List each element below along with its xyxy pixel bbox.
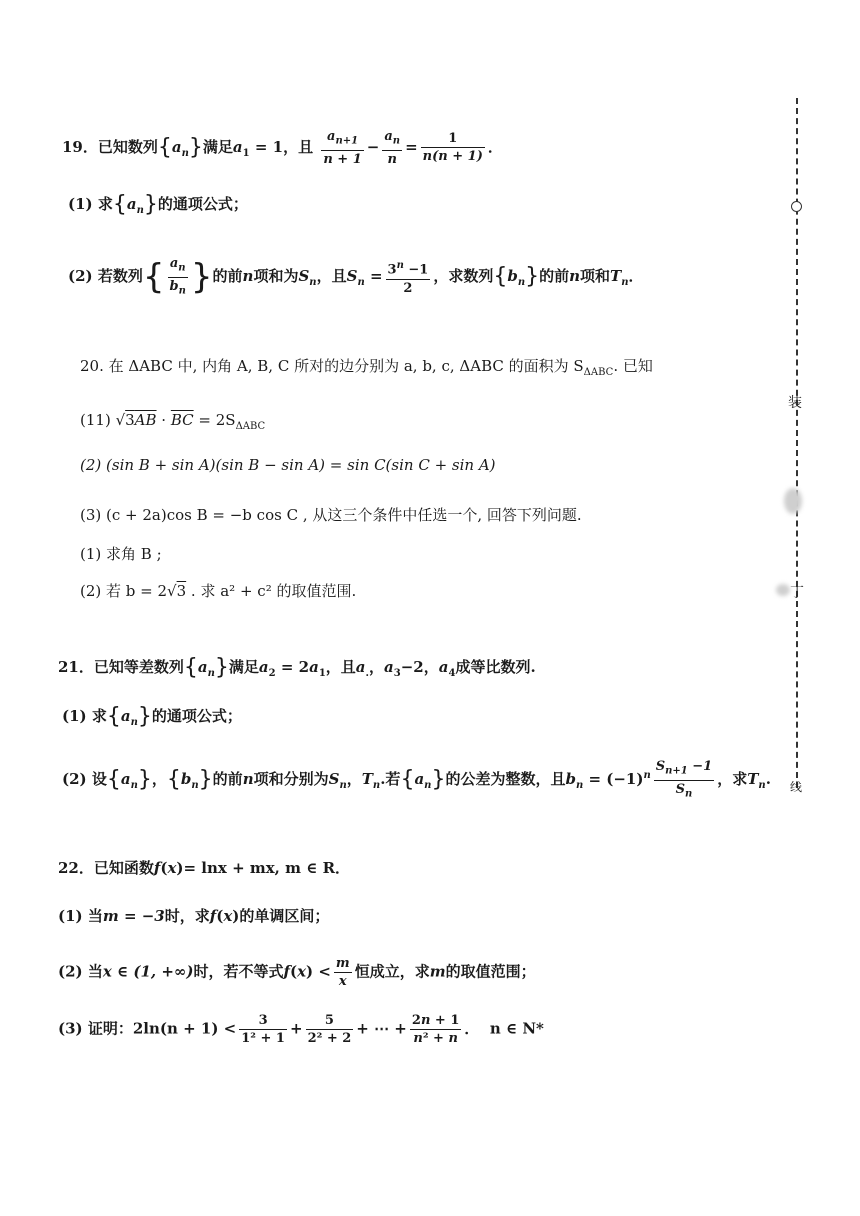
- q20-stem: 20. 在 ΔABC 中, 内角 A, B, C 所对的边分别为 a, b, c, ΔABC 的面积为 $S_{\Delta ABC}$. 已知: [80, 357, 653, 378]
- binding-char-zhuang: 装: [788, 395, 802, 411]
- q21-number: 21．: [58, 658, 94, 676]
- q19-part2: (2) 若数列{ $\frac{a_n}{b_n}$ }的前n项和为$S_n$，且$S_n$ = $\frac{3^n -1}{2}$ ，求数列$\{b_n\}$的前n项和$T_n$．: [68, 256, 644, 298]
- q20-condition-2: (2) (sin B + sin A)(sin B − sin A) = sin C(sin C + sin A): [80, 456, 496, 474]
- q21-stem: 21．已知等差数列$\{a_n\}$满足$a_2 = 2a_1$，且$a_.$，$a_3-2$，$a_4$成等比数列.: [58, 655, 536, 680]
- q21-part1: (1) 求$\{a_n\}$的通项公式；: [62, 704, 242, 729]
- q22-part3: (3) 证明：2ln(n + 1) < $\frac{3}{\text{1² + 1}}$ + $\frac{5}{\text{2² + 2}}$ + ⋯ + $\frac{2n + 1}{\text{n² + n}}$ ． n ∈ N*: [58, 1013, 544, 1046]
- q22-part1: (1) 当m = −3时，求f(x)的单调区间；: [58, 907, 330, 925]
- scan-smudge: [784, 488, 802, 514]
- q22-stem: 22．已知函数f(x)= lnx + mx, m ∈ R．: [58, 859, 351, 877]
- q19-number: 19．: [62, 137, 98, 156]
- q21-part2: (2) 设$\{a_n\}$，$\{b_n\}$的前n项和分别为$S_n$，$T_n$.若$\{a_n\}$的公差为整数，且$b_n = (-1)^n$ $\frac{S_{n+1} -1}{S_n}$ ，求$T_n$.: [62, 759, 771, 800]
- q19-part1: (1) 求$\{a_n\}$的通项公式；: [68, 192, 248, 217]
- scan-smudge: [776, 584, 790, 596]
- q20-part1: (1) 求角 B ;: [80, 545, 162, 563]
- q20-condition-1: (11) $√3\overline{AB} \cdot \overline{BC} = 2S_{\Delta ABC}$: [80, 411, 266, 432]
- q22-number: 22．: [58, 859, 94, 877]
- binding-hole-circle: [791, 201, 802, 212]
- q19-stem: 19．已知数列$\{a_n\}$满足$a_1 = 1$，且 $\frac{a_{n+1}}{n + 1}$ − $\frac{a_n}{n}$ = $\frac{1}{n(n + 1)}$ ．: [62, 129, 503, 167]
- binding-char-xian: 线: [790, 780, 803, 794]
- q22-part2: (2) 当x ∈ (1, +∞)时，若不等式f(x) < $\frac{m}{x}$ 恒成立，求m的取值范围；: [58, 956, 536, 989]
- q20-part2: (2) 若 b = 2√3 . 求 a² + c² 的取值范围.: [80, 582, 357, 600]
- q20-condition-3: (3) (c + 2a)cos B = −b cos C , 从这三个条件中任选一个, 回答下列问题.: [80, 506, 582, 524]
- binding-char-ding: 丁: [790, 585, 804, 601]
